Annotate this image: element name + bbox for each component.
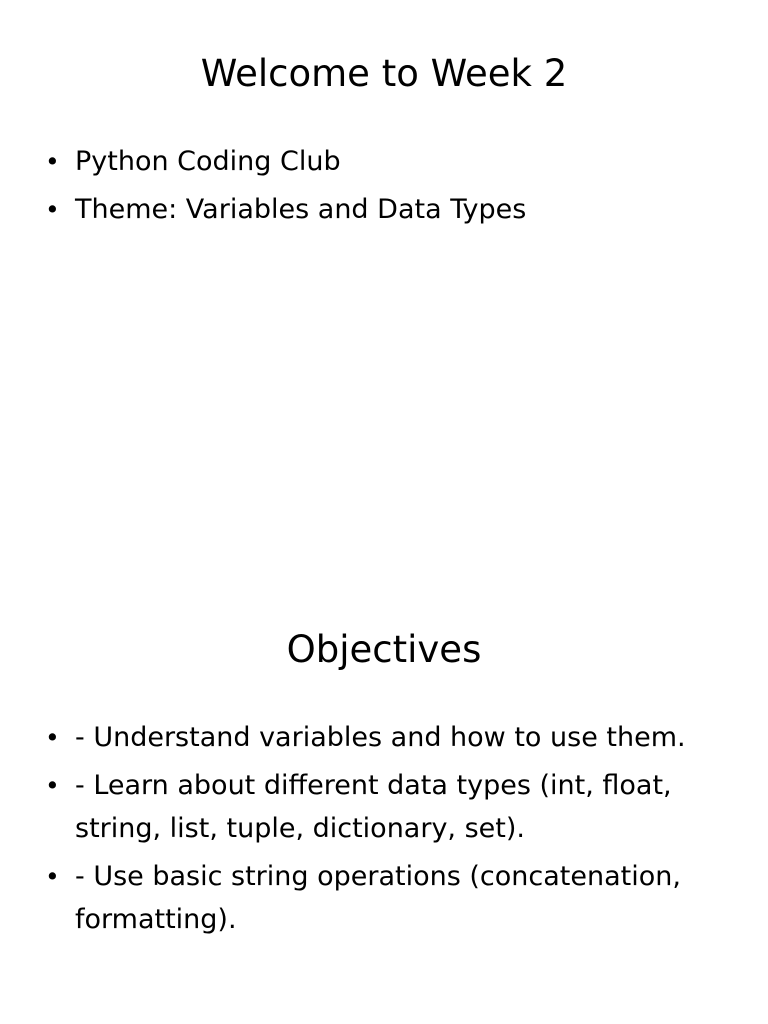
list-item — [42, 855, 742, 941]
bullet-text: Theme: Variables and Data Types — [75, 194, 527, 225]
bullet-text: Python Coding Club — [75, 146, 341, 177]
slide-title: Objectives — [286, 628, 482, 671]
slide-objectives — [0, 576, 768, 1024]
bullet-text: - Learn about different data types (int, float, string, list, tuple, dictionary, set). — [75, 770, 672, 844]
list-item — [42, 764, 742, 850]
list-item — [42, 189, 742, 231]
bullet-text: - Understand variables and how to use them. — [75, 722, 686, 753]
bullet-icon: • — [45, 723, 60, 752]
bullet-list — [42, 716, 742, 946]
bullet-icon: • — [45, 771, 60, 800]
slide-title: Welcome to Week 2 — [200, 52, 568, 95]
bullet-list — [42, 141, 742, 237]
list-item — [42, 141, 742, 183]
list-item — [42, 716, 742, 759]
bullet-icon: • — [45, 862, 60, 891]
bullet-icon: • — [45, 147, 60, 176]
bullet-text: - Use basic string operations (concatenation, formatting). — [75, 861, 681, 935]
bullet-icon: • — [45, 195, 60, 224]
